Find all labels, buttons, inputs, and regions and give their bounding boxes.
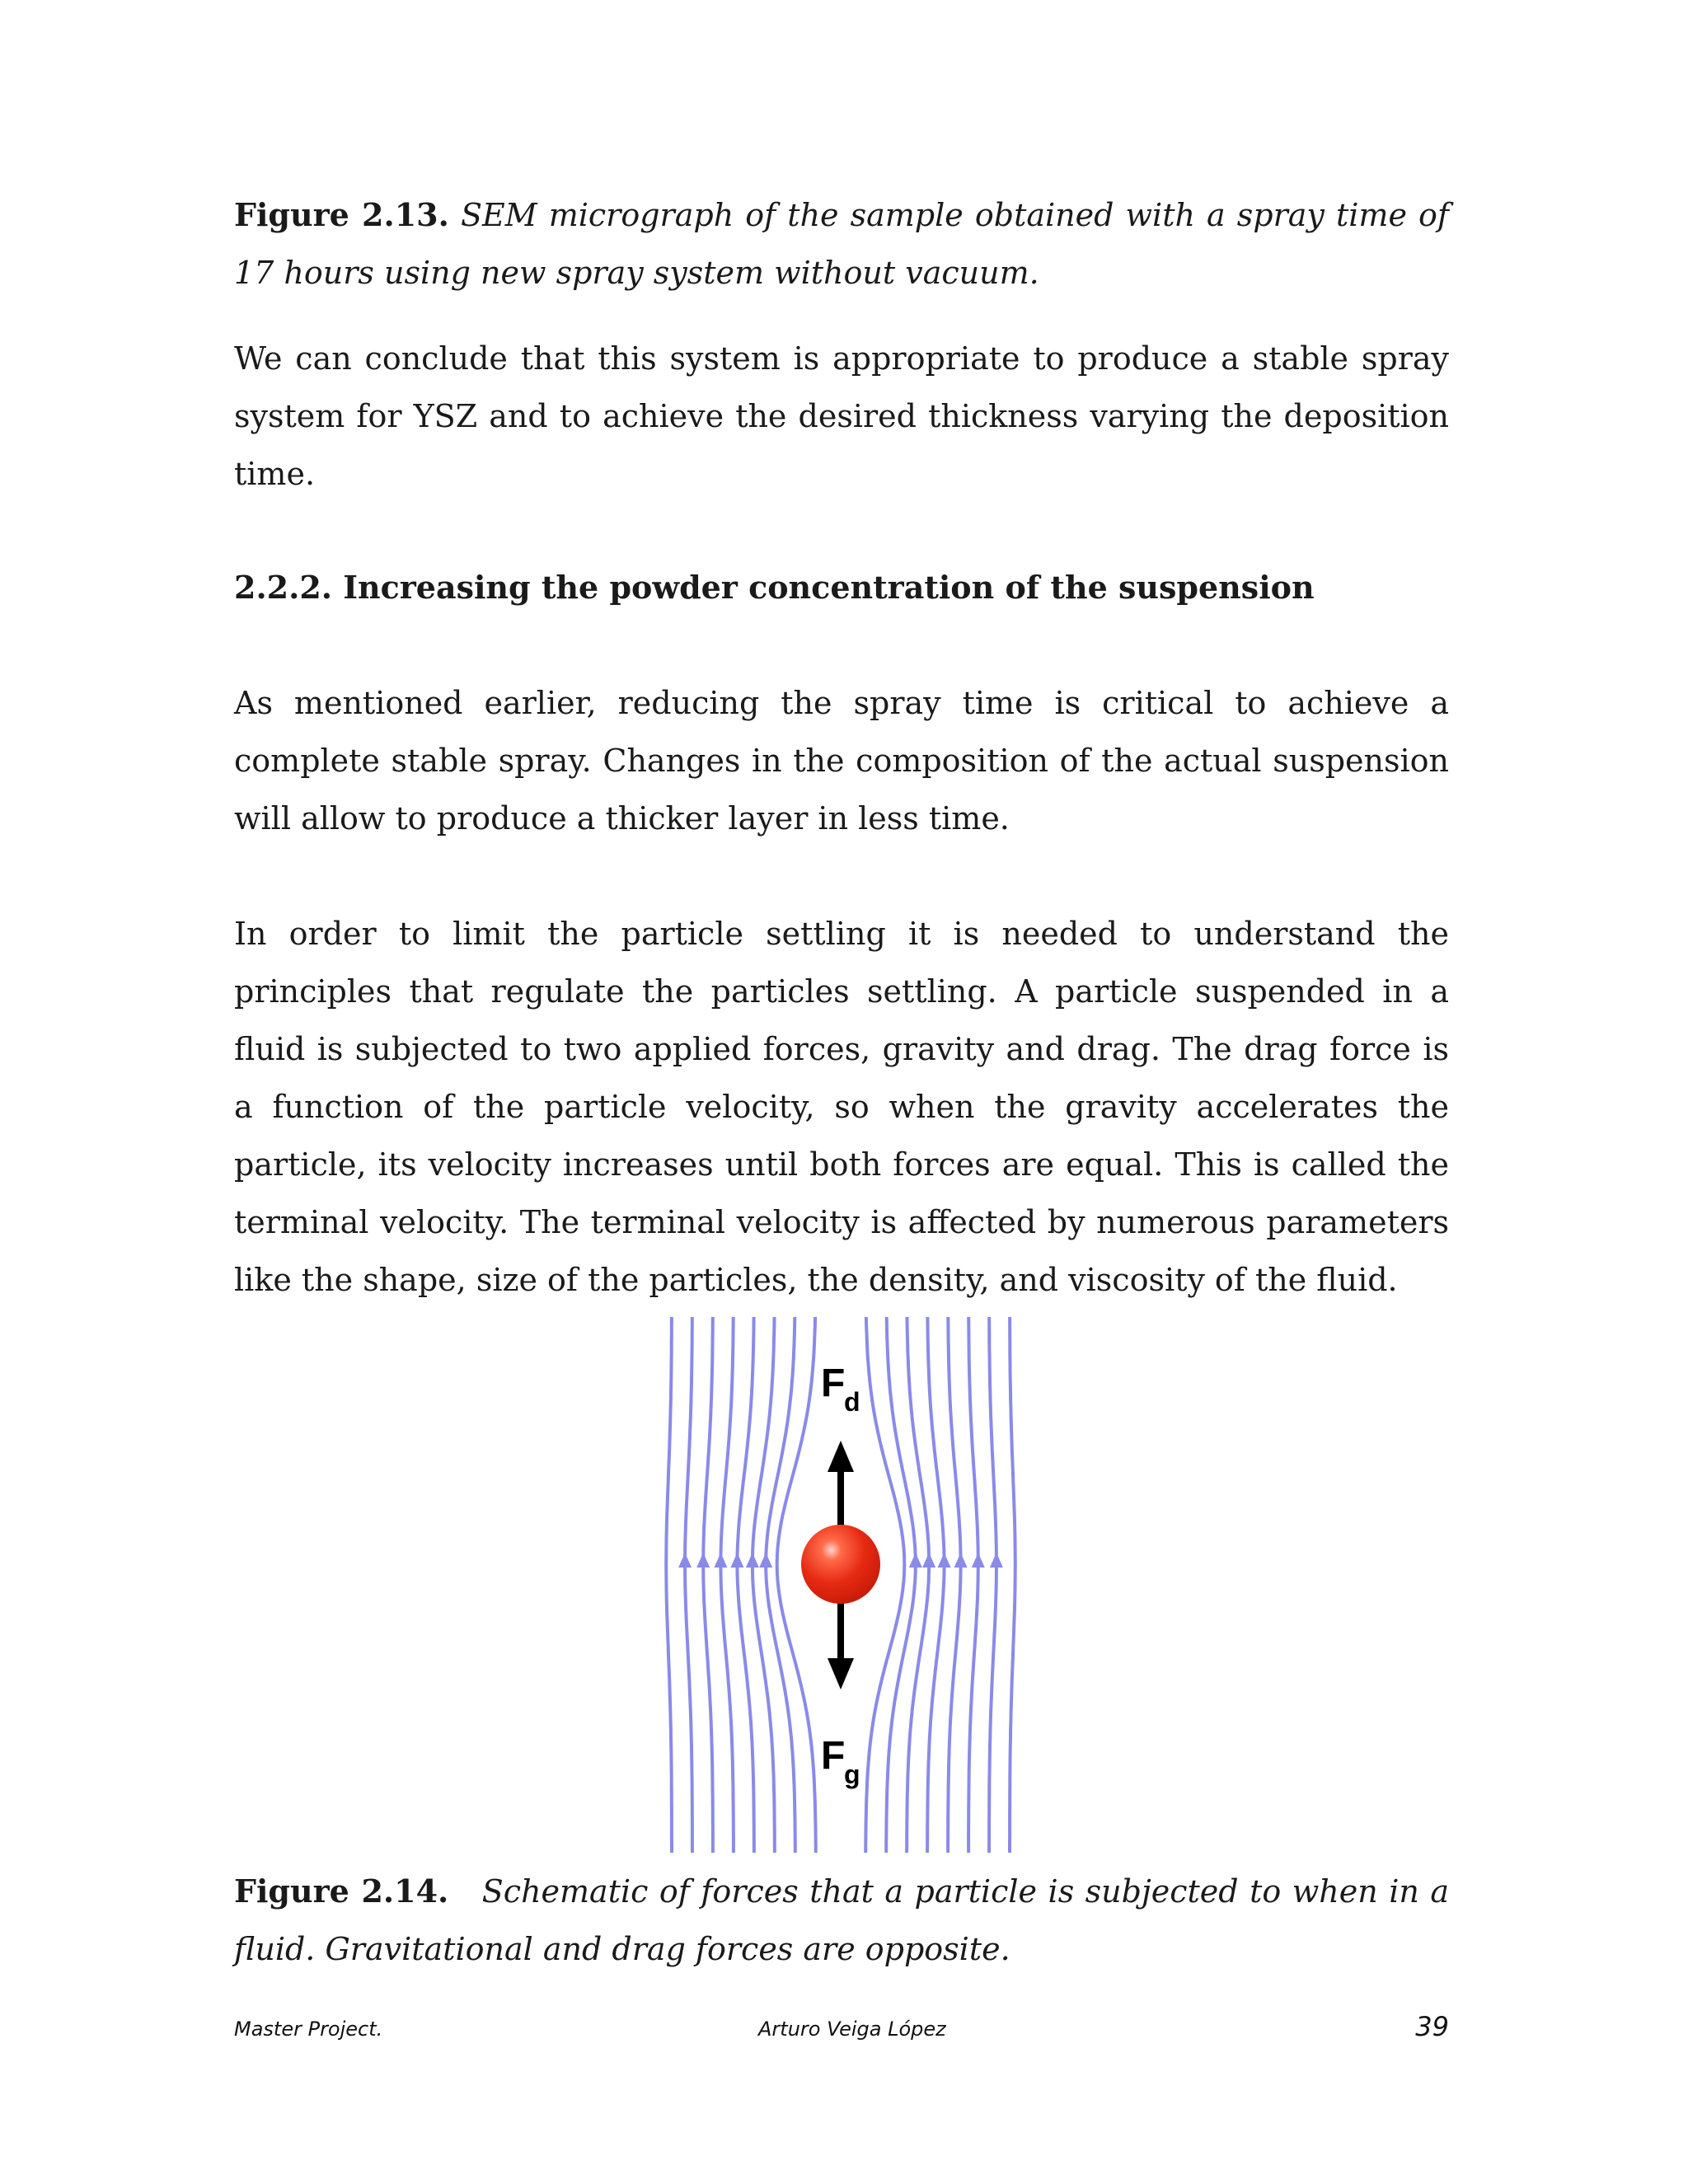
gravity-force-arrowhead bbox=[828, 1658, 854, 1690]
streamline bbox=[1010, 1317, 1015, 1853]
flow-arrowhead bbox=[938, 1553, 951, 1568]
streamline bbox=[685, 1317, 692, 1853]
figure-2-13-label: Figure 2.13. bbox=[234, 196, 449, 233]
streamline bbox=[948, 1317, 961, 1853]
gravity-force-label: F bbox=[821, 1734, 846, 1778]
streamline bbox=[907, 1317, 929, 1853]
figure-2-14-caption bbox=[234, 1863, 1449, 1978]
forces-diagram-svg bbox=[659, 1317, 1022, 1853]
particle-sphere bbox=[801, 1525, 880, 1604]
figure-2-14-label: Figure 2.14. bbox=[234, 1872, 449, 1910]
flow-arrowhead bbox=[696, 1553, 710, 1568]
paragraph-settling: In order to limit the particle settling it is needed to understand the principles that regulate the particles settling. A particle suspended in a fluid is subjected to two applied forces, gravity and drag. The drag force is a function of the particle velocity, so when the gravity accelerates the particle, its velocity increases until both forces are equal. This is called the terminal velocity. The terminal velocity is affected by numerous parameters like the shape, size of the particles, the density, and viscosity of the fluid. bbox=[234, 916, 1449, 1298]
paragraph-spray-time: As mentioned earlier, reducing the spray time is critical to achieve a complete stable spray. Changes in the composition of the actual suspension will allow to produce a thicker layer in less time. bbox=[234, 685, 1449, 837]
flow-arrowhead bbox=[714, 1553, 727, 1568]
flow-arrowhead bbox=[759, 1553, 772, 1568]
drag-force-arrowhead bbox=[828, 1441, 854, 1472]
flow-arrowhead bbox=[954, 1553, 968, 1568]
figure-2-13-text: SEM micrograph of the sample obtained with a spray time of 17 hours using new spray system without vacuum. bbox=[234, 197, 1449, 291]
flow-arrowhead bbox=[678, 1553, 692, 1568]
gravity-force-subscript: g bbox=[844, 1760, 860, 1789]
flow-arrowhead bbox=[922, 1553, 935, 1568]
drag-force-subscript: d bbox=[844, 1387, 860, 1417]
flow-arrowhead bbox=[909, 1553, 922, 1568]
flow-arrowhead bbox=[990, 1553, 1003, 1568]
section-heading: 2.2.2. Increasing the powder concentration of the suspension bbox=[234, 569, 1315, 606]
page-footer bbox=[234, 2011, 1449, 2044]
figure-2-13-caption bbox=[234, 186, 1449, 302]
footer-project: Master Project. bbox=[234, 2018, 383, 2041]
page-number: 39 bbox=[1415, 2011, 1449, 2042]
streamline bbox=[968, 1317, 978, 1853]
drag-force-label: F bbox=[821, 1361, 846, 1405]
streamline bbox=[753, 1317, 775, 1853]
streamline bbox=[703, 1317, 713, 1853]
flow-arrowhead bbox=[730, 1553, 743, 1568]
streamline bbox=[666, 1317, 672, 1853]
forces-diagram bbox=[659, 1317, 1022, 1853]
streamline bbox=[989, 1317, 996, 1853]
flow-arrowhead bbox=[746, 1553, 759, 1568]
paragraph-conclusion: We can conclude that this system is appropriate to produce a stable spray system for YSZ and to achieve the desired thickness varying the deposition time. bbox=[234, 340, 1449, 492]
footer-author: Arturo Veiga López bbox=[758, 2018, 946, 2041]
flow-arrowhead bbox=[972, 1553, 985, 1568]
figure-2-14-text: Schematic of forces that a particle is subjected to when in a fluid. Gravitational and drag forces are opposite. bbox=[234, 1873, 1449, 1967]
streamline bbox=[720, 1317, 734, 1853]
